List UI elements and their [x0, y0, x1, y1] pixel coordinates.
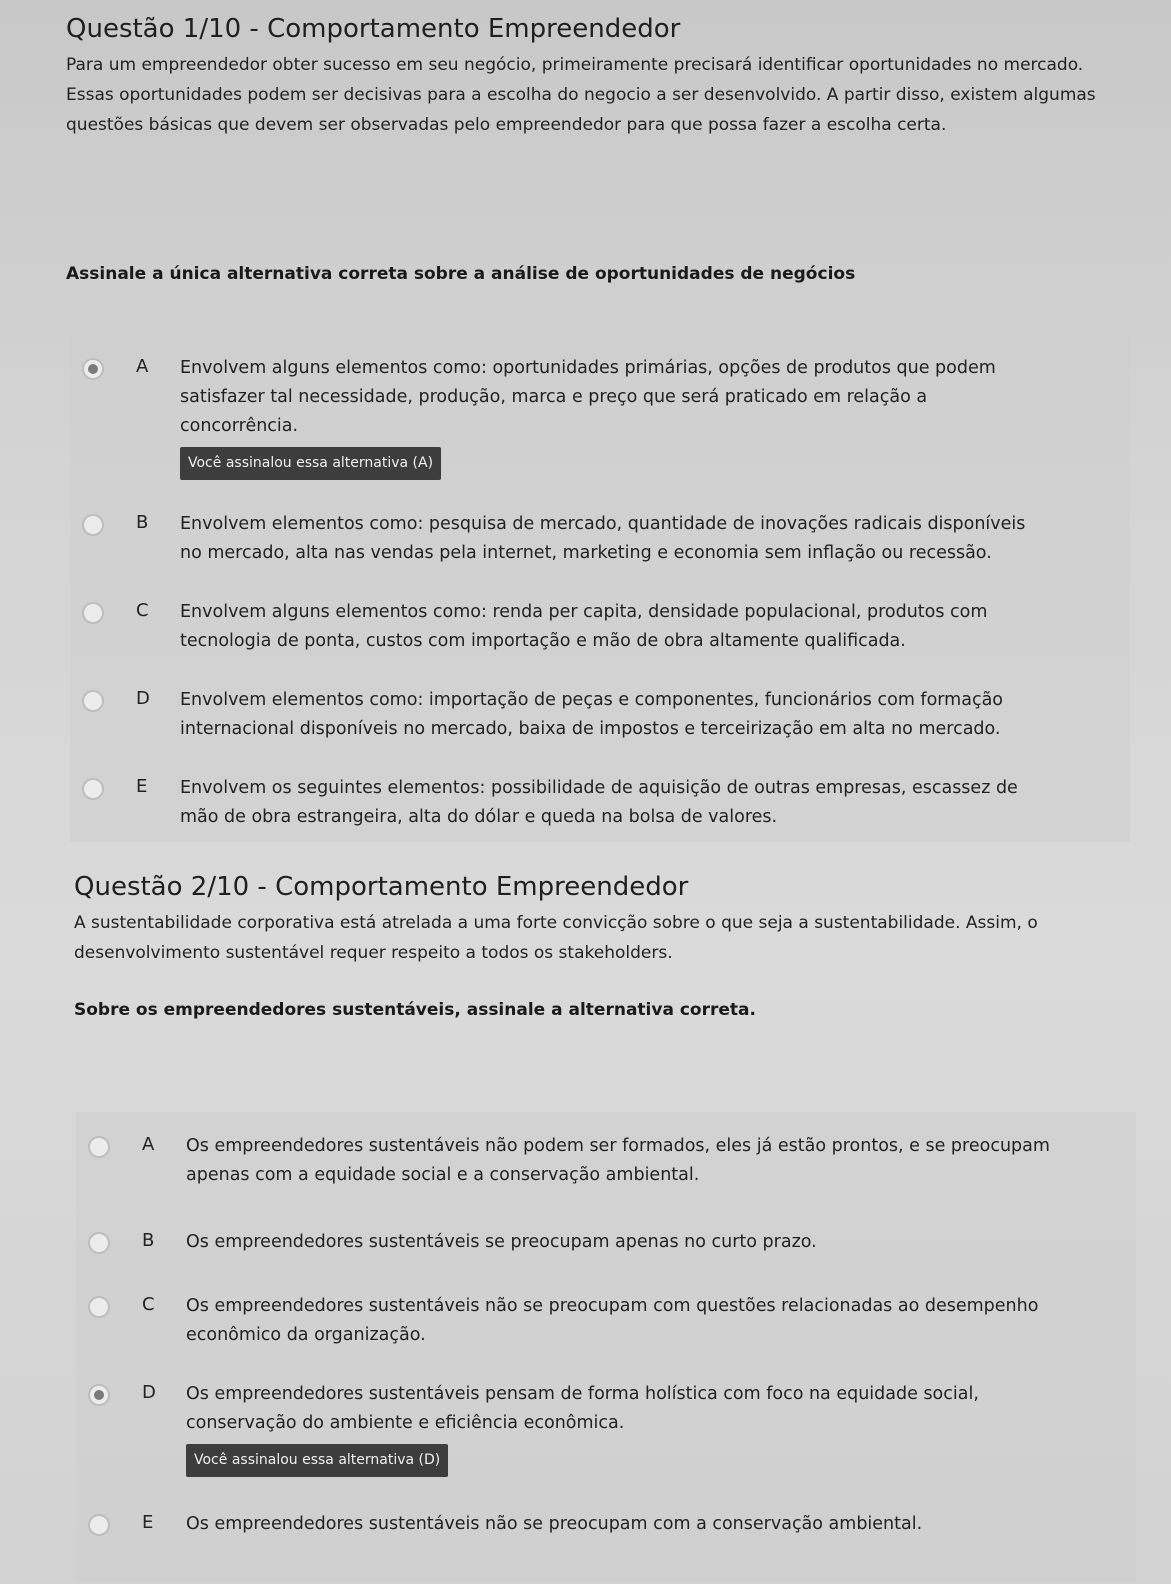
radio-selected-icon[interactable] — [82, 358, 104, 380]
radio-icon[interactable] — [88, 1232, 110, 1254]
question-title: Questão 1/10 - Comportamento Empreendedor — [66, 14, 681, 44]
question-title: Questão 2/10 - Comportamento Empreendedor — [74, 872, 689, 902]
option-text: Envolvem elementos como: pesquisa de mercado, quantidade de inovações radicais disponíveis no mercado, alta nas vendas pela internet, marketing e economia sem inflação ou recessão. — [180, 514, 1026, 563]
answer-options — [76, 1112, 1136, 1582]
selected-badge: Você assinalou essa alternativa (D) — [186, 1444, 448, 1477]
selected-badge: Você assinalou essa alternativa (A) — [180, 447, 441, 480]
radio-icon[interactable] — [88, 1296, 110, 1318]
option-letter: D — [136, 688, 150, 709]
radio-icon[interactable] — [82, 602, 104, 624]
option-text: Os empreendedores sustentáveis pensam de forma holística com foco na equidade social, conservação do ambiente e eficiência econômica. — [186, 1384, 979, 1433]
radio-icon[interactable] — [82, 514, 104, 536]
option-letter: D — [142, 1382, 156, 1403]
option-text: Envolvem elementos como: importação de peças e componentes, funcionários com formação internacional disponíveis no mercado, baixa de impostos e terceirização em alta no mercado. — [180, 690, 1004, 739]
option-text: Os empreendedores sustentáveis se preocupam apenas no curto prazo. — [186, 1232, 817, 1252]
question-context: A sustentabilidade corporativa está atrelada a uma forte convicção sobre o que seja a sustentabilidade. Assim, o desenvolvimento sustentável requer respeito a todos os stakeholders. — [74, 913, 1038, 963]
radio-icon[interactable] — [82, 778, 104, 800]
option-letter: E — [142, 1512, 154, 1533]
question-prompt: Sobre os empreendedores sustentáveis, assinale a alternativa correta. — [74, 1000, 756, 1020]
option-letter: B — [136, 512, 149, 533]
question-1 — [0, 14, 1171, 827]
option-letter: C — [142, 1294, 155, 1315]
option-letter: C — [136, 600, 149, 621]
option-text: Os empreendedores sustentáveis não podem ser formados, eles já estão prontos, e se preocupam apenas com a equidade social e a conservação ambiental. — [186, 1136, 1050, 1185]
radio-icon[interactable] — [88, 1514, 110, 1536]
option-letter: B — [142, 1230, 155, 1251]
answer-options — [70, 322, 1130, 842]
radio-icon[interactable] — [88, 1136, 110, 1158]
option-text: Envolvem alguns elementos como: oportunidades primárias, opções de produtos que podem satisfazer tal necessidade, produção, marca e preço que será praticado em relação a concorrência. — [180, 358, 996, 436]
question-prompt: Assinale a única alternativa correta sobre a análise de oportunidades de negócios — [66, 264, 856, 284]
question-context: Para um empreendedor obter sucesso em seu negócio, primeiramente precisará identificar oportunidades no mercado. Essas oportunidades podem ser decisivas para a escolha do negocio a ser desenvolvido. A partir disso, existem algumas questões básicas que devem ser observadas pelo empreendedor para que possa fazer a escolha certa. — [66, 55, 1096, 135]
option-letter: A — [136, 356, 149, 377]
option-text: Os empreendedores sustentáveis não se preocupam com questões relacionadas ao desempenho econômico da organização. — [186, 1296, 1039, 1345]
option-letter: A — [142, 1134, 155, 1155]
question-2 — [0, 872, 1171, 1534]
option-letter: E — [136, 776, 148, 797]
radio-icon[interactable] — [82, 690, 104, 712]
option-text: Envolvem alguns elementos como: renda per capita, densidade populacional, produtos com tecnologia de ponta, custos com importação e mão de obra altamente qualificada. — [180, 602, 988, 651]
option-text: Envolvem os seguintes elementos: possibilidade de aquisição de outras empresas, escassez de mão de obra estrangeira, alta do dólar e queda na bolsa de valores. — [180, 778, 1018, 827]
option-text: Os empreendedores sustentáveis não se preocupam com a conservação ambiental. — [186, 1514, 923, 1534]
radio-selected-icon[interactable] — [88, 1384, 110, 1406]
